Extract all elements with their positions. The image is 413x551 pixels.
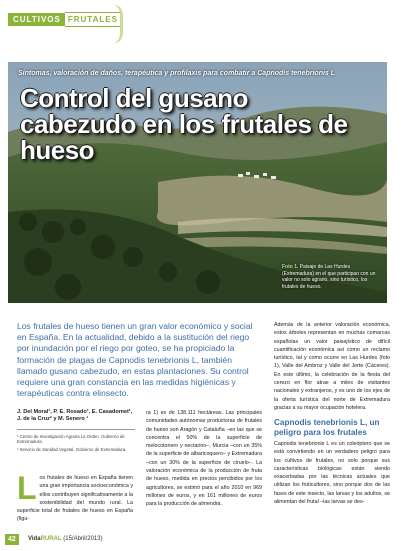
drop-cap: L xyxy=(17,470,37,506)
affiliation-2: ² Servicio de Sanidad Vegetal. Gobierno de Extremadura. xyxy=(17,446,127,452)
page-number: 42 xyxy=(5,534,19,545)
brand-name-a: Vida xyxy=(28,536,41,542)
author-list xyxy=(17,409,137,423)
article-title: Control del gusano cabezudo en los frutales de hueso xyxy=(20,83,348,165)
section-tag: CULTIVOS xyxy=(8,13,65,26)
intro-paragraph: Los frutales de hueso tienen un gran valor económico y social en España. En la actualidad, debido a la sustitución del riego por inundación por el riego por goteo, se ha propiciado la formación de plagas de Capnodis tenebrionis L, también llamado gusano cabezudo, en estas plantaciones. Su control requiere una gran constancia en las medidas higiénicas y terapéuticas contra elinsecto. xyxy=(17,321,253,399)
body-column-3b: Capnodis tenebrionis L es un coleóptero que se está convirtiendo en un verdadero peligro para los cultivos de frutales, no solo porque sus características biológicas están siendo exacerbadas por las técnicas actuales que utilizan los fruticultores, sino porque dos de las fases de este insecto, las larvas y los adultos, se alimentan del frutal –las larvas se des- xyxy=(274,441,390,506)
authors-line-2: J. de la Cruz² y M. Senero ¹ xyxy=(17,416,89,422)
subsection-tag: FRUTALES xyxy=(65,12,122,27)
article-subtitle: Síntomas, valoración de daños, terapéutica y profilaxis para combatir a Capnodis tenebrionis L xyxy=(18,70,336,77)
affiliation-1: ¹ Centro de Investigación Agraria La Orden. Gobierno de Extremadura. xyxy=(17,434,125,445)
authors-line-1: J. Del Moral¹, P. E. Rosado¹, E. Casadomet¹, xyxy=(17,409,133,415)
body-column-3: Además de la anterior valoración económica, estos árboles representan en muchas comarcas españolas un valor paisajístico de difícil cuantificación económica así como un reclamo turístico, tal y como ocurre en Las Hurdes (foto 1), Valle del Ambroz y Valle del Jerte (Cáceres). En este último, la celebración de la fiesta del cerezo en flor atrae a miles de visitantes nacionales y extranjeros, y es uno de los ejes de la oferta turística del norte de Extremadura gracias a su mayor ocupación hotelera. xyxy=(274,322,390,411)
brand-name-b: RURAL xyxy=(40,536,62,542)
page-footer xyxy=(0,534,413,548)
caption-text: Paisaje de Las Hurdes (Extremadura) en el que participan con un valor no solo agrario, sino turístico, los frutales de hueso. xyxy=(282,264,376,290)
section-heading: Capnodis tenebrionis L, un peligro para los frutales xyxy=(274,418,380,437)
divider xyxy=(17,429,135,430)
caption-label: Foto 1. xyxy=(282,264,299,270)
decorative-bracket xyxy=(112,4,123,44)
footer-text xyxy=(28,536,103,542)
body-column-2: ra 1) es de 138.111 hectáreas. Las principales comunidades autónomas productoras de frutales de hueso son Aragón y Cataluña –en las que se concentra el 50% de la superficie de melocotonero y nectarino–, Murcia –con un 35% de la superficie de albaricoquero– y Extremadura –con un 30% de la superficie de ciruelo–. La valoración económica de la producción de fruta de hueso, medida en precios percibidos por los agricultores, se estimó para el año 2010 en 969 millones de euros, y en 161 millones de euros para la producción de almendra. xyxy=(146,410,262,508)
issue-date: (15/Abril/2013) xyxy=(63,536,103,542)
section-header xyxy=(8,11,122,27)
body-column-1 xyxy=(17,470,133,524)
photo-caption xyxy=(282,264,382,290)
affiliations xyxy=(17,434,137,454)
body-text-1: os frutales de hueso en España tienen una gran importancia socioeconómica y ellos contribuyen significativamente a la sostenibilidad del mundo rural. La superficie total de frutales de hueso en España (figu- xyxy=(17,475,133,523)
